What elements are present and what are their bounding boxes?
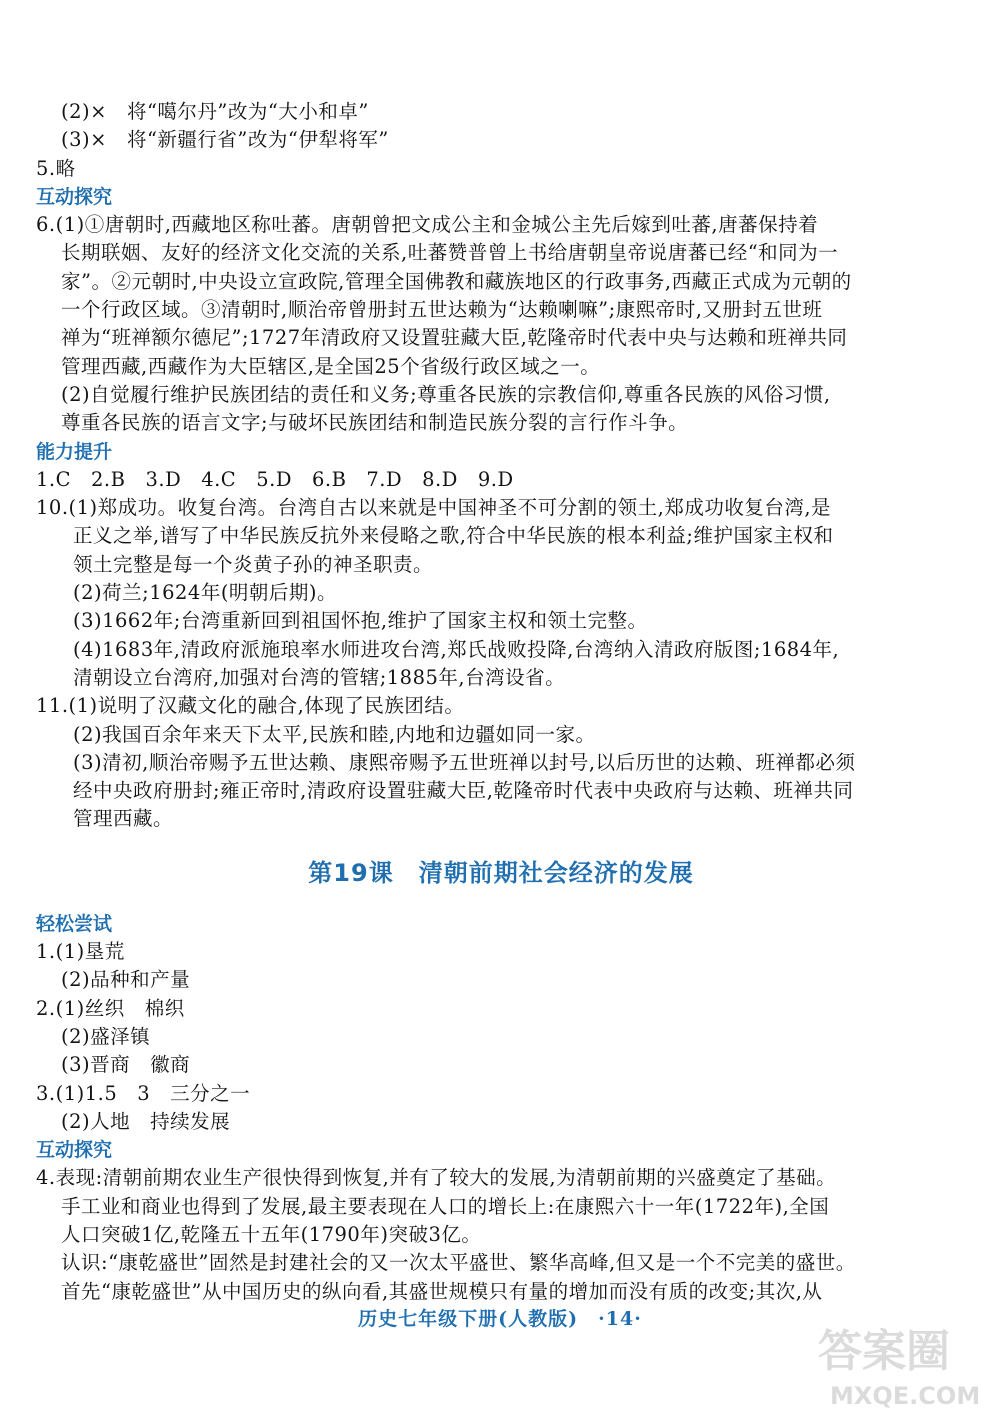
answer-line: (2)人地 持续发展 xyxy=(61,1109,231,1133)
answer-line: 1.C 2.B 3.D 4.C 5.D 6.B 7.D 8.D 9.D xyxy=(36,467,514,491)
watermark-logo xyxy=(808,1314,988,1414)
answer-line: 手工业和商业也得到了发展,最主要表现在人口的增长上:在康熙六十一年(1722年),全国 xyxy=(61,1194,830,1218)
answer-line: 认识:“康乾盛世”固然是封建社会的又一次太平盛世、繁华高峰,但又是一个不完美的盛世。 xyxy=(61,1251,856,1275)
answer-line: (3)晋商 徽商 xyxy=(61,1053,191,1077)
section-heading: 轻松尝试 xyxy=(36,912,113,935)
answer-line: 2.(1)丝织 棉织 xyxy=(36,996,185,1020)
answer-line: 1.(1)垦荒 xyxy=(36,940,125,964)
answer-line: 清朝设立台湾府,加强对台湾的管辖;1885年,台湾设省。 xyxy=(73,665,566,689)
answer-line: (3)1662年;台湾重新回到祖国怀抱,维护了国家主权和领土完整。 xyxy=(73,609,648,633)
answer-line: 一个行政区域。③清朝时,顺治帝曾册封五世达赖为“达赖喇嘛”;康熙帝时,又册封五世班 xyxy=(61,298,823,322)
page-footer: 历史七年级下册(人教版) ·14· xyxy=(358,1308,642,1330)
answer-line: 长期联姻、友好的经济文化交流的关系,吐蕃赞普曾上书给唐朝皇帝说唐蕃已经“和同为一 xyxy=(61,241,839,265)
answer-line: 尊重各民族的语言文字;与破坏民族团结和制造民族分裂的言行作斗争。 xyxy=(61,411,689,435)
answer-page-body xyxy=(36,98,966,1306)
section-heading: 互动探究 xyxy=(36,185,113,208)
answer-line: 管理西藏。 xyxy=(73,807,174,831)
answer-line: 3.(1)1.5 3 三分之一 xyxy=(36,1081,251,1105)
answer-line: 正义之举,谱写了中华民族反抗外来侵略之歌,符合中华民族的根本利益;维护国家主权和 xyxy=(73,524,834,548)
answer-line: 6.(1)①唐朝时,西藏地区称吐蕃。唐朝曾把文成公主和金城公主先后嫁到吐蕃,唐蕃保持着 xyxy=(36,213,819,237)
answer-line: (2)荷兰;1624年(明朝后期)。 xyxy=(73,581,338,605)
answer-line: 家”。②元朝时,中央设立宣政院,管理全国佛教和藏族地区的行政事务,西藏正式成为元朝的 xyxy=(61,269,852,293)
answer-line: 管理西藏,西藏作为大臣辖区,是全国25个省级行政区域之一。 xyxy=(61,354,601,378)
answer-line: 禅为“班禅额尔德尼”;1727年清政府又设置驻藏大臣,乾隆帝时代表中央与达赖和班禅共同 xyxy=(61,326,848,350)
answer-line: (2)品种和产量 xyxy=(61,968,191,992)
section-heading: 能力提升 xyxy=(36,440,113,463)
answer-line: 5.略 xyxy=(36,156,76,180)
answer-line: 经中央政府册封;雍正帝时,清政府设置驻藏大臣,乾隆帝时代表中央政府与达赖、班禅共同 xyxy=(73,779,854,803)
answer-line: (3)清初,顺治帝赐予五世达赖、康熙帝赐予五世班禅以封号,以后历世的达赖、班禅都必须 xyxy=(73,750,856,774)
answer-line: 领土完整是每一个炎黄子孙的神圣职责。 xyxy=(73,552,434,576)
answer-line: 人口突破1亿,乾隆五十五年(1790年)突破3亿。 xyxy=(61,1222,482,1246)
answer-line: (2)盛泽镇 xyxy=(61,1024,151,1048)
answer-line: 4.表现:清朝前期农业生产很快得到恢复,并有了较大的发展,为清朝前期的兴盛奠定了基础。 xyxy=(36,1166,837,1190)
answer-line: 11.(1)说明了汉藏文化的融合,体现了民族团结。 xyxy=(36,694,465,718)
section-heading: 互动探究 xyxy=(36,1139,113,1162)
answer-line: (2)我国百余年来天下太平,民族和睦,内地和边疆如同一家。 xyxy=(73,722,596,746)
watermark-top-text: 答案圈 xyxy=(818,1326,950,1377)
answer-line: 10.(1)郑成功。收复台湾。台湾自古以来就是中国神圣不可分割的领土,郑成功收复台湾,是 xyxy=(36,496,832,520)
answer-line: (3)× 将“新疆行省”改为“伊犁将军” xyxy=(61,128,389,152)
answer-line: 首先“康乾盛世”从中国历史的纵向看,其盛世规模只有量的增加而没有质的改变;其次,从 xyxy=(61,1279,823,1303)
watermark-bottom-text: MXQE.COM xyxy=(830,1382,981,1410)
answer-line: (4)1683年,清政府派施琅率水师进攻台湾,郑氏战败投降,台湾纳入清政府版图;1684年, xyxy=(73,637,840,661)
answer-line: (2)自觉履行维护民族团结的责任和义务;尊重各民族的宗教信仰,尊重各民族的风俗习惯, xyxy=(61,382,831,406)
answer-line: (2)× 将“噶尔丹”改为“大小和卓” xyxy=(61,100,369,123)
lesson-title: 第19课 清朝前期社会经济的发展 xyxy=(308,858,694,887)
